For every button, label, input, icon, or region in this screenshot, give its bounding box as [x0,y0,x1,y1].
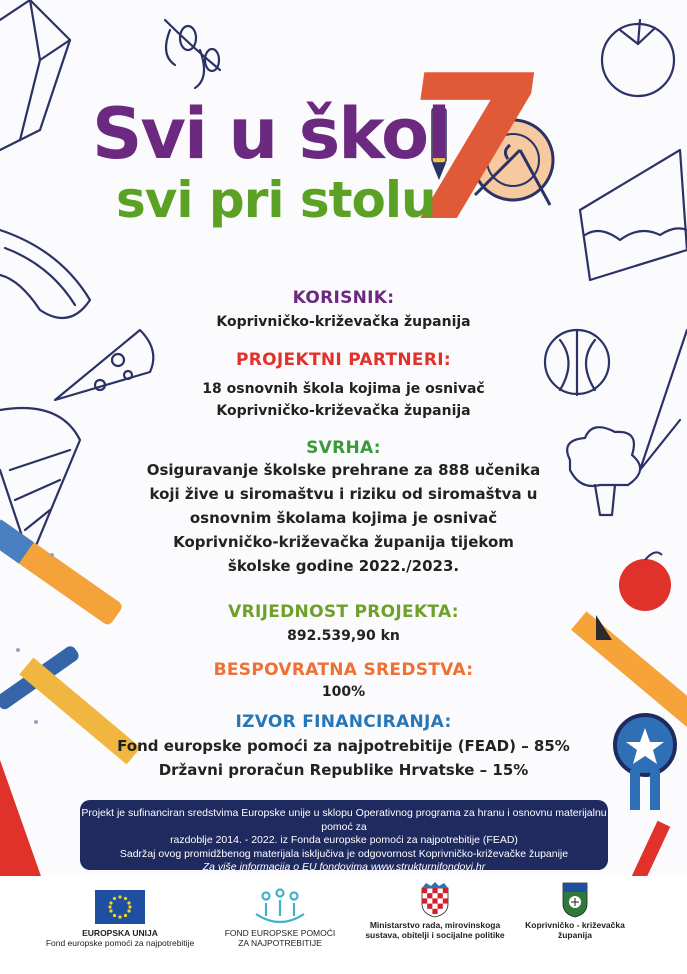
izvor-heading: IZVOR FINANCIRANJA: [235,712,452,732]
section-korisnik [100,288,587,333]
partneri-line-1: 18 osnovnih škola kojima je osnivač [202,381,485,397]
svrha-heading: SVRHA: [306,438,381,458]
section-izvor [80,712,607,782]
korisnik-text: Koprivničko-križevačka županija [216,314,471,330]
poster-title-line1: Svi u škol [92,93,450,175]
eu-logo-line-1: EUROPSKA UNIJA [82,928,158,938]
county-coat-of-arms-icon [562,882,588,918]
fead-logo [210,876,350,948]
korisnik-heading: KORISNIK: [292,288,395,308]
section-svrha [100,438,587,578]
banner-line-4: Za više informacija o EU fondovima www.strukturnifondovi.hr [202,861,486,873]
eu-funding-banner [80,800,608,873]
fead-logo-line-1: FOND EUROPSKE POMOĆI [224,928,336,938]
banner-line-2: razdoblje 2014. - 2022. iz Fonda europske pomoći za najpotrebitije (FEAD) [170,834,518,846]
izvor-line-2: Državni proračun Republike Hrvatske – 15% [158,761,529,779]
fead-logo-line-2: ZA NAJPOTREBITIJE [238,938,322,948]
banner-line-1: Projekt je sufinanciran sredstvima Europske unije u sklopu Operativnog programa za hranu i osnovnu materijalnu pomoć za [81,807,607,833]
izvor-line-1: Fond europske pomoći za najpotrebitije (FEAD) – 85% [117,737,570,755]
svrha-line-2: koji žive u siromaštvu i riziku od siromaštva u [149,485,538,503]
eu-logo [40,876,200,948]
fead-people-icon [250,886,310,926]
county-logo-line-2: županija [557,930,592,940]
vrijednost-text: 892.539,90 kn [287,628,400,644]
section-bespovratna [100,660,587,703]
svrha-line-1: Osiguravanje školske prehrane za 888 učenika [146,461,541,479]
logo-number-seven: 7 [383,33,556,266]
ministry-logo-line-1: Ministarstvo rada, mirovinskoga [369,920,501,930]
svrha-line-3: osnovnim školama kojima je osnivač [189,509,498,527]
ministry-logo-line-2: sustava, obitelji i socijalne politike [365,930,505,940]
croatian-coat-of-arms-icon [421,882,449,918]
banner-line-3: Sadržaj ovog promidžbenog materijala isključiva je odgovornost Koprivničko-križevačke županije [119,847,569,860]
ministry-logo [355,876,515,940]
section-partneri [100,350,587,422]
bespovratna-heading: BESPOVRATNA SREDSTVA: [213,660,474,680]
county-logo [520,876,630,940]
bespovratna-text: 100% [321,684,366,700]
partner-logos-footer [0,876,687,974]
partneri-heading: PROJEKTNI PARTNERI: [236,350,451,370]
vrijednost-heading: VRIJEDNOST PROJEKTA: [228,602,459,622]
poster-title-line2: svi pri stolu [116,171,436,229]
svrha-line-4: Koprivničko-križevačka županija tijekom [173,533,514,551]
county-logo-line-1: Koprivničko - križevačka [525,920,625,930]
section-vrijednost [100,602,587,647]
eu-flag-icon [95,890,145,924]
eu-logo-line-2: Fond europske pomoći za najpotrebitije [45,938,195,948]
svrha-line-5: školske godine 2022./2023. [227,557,460,575]
partneri-line-2: Koprivničko-križevačka županija [216,403,471,419]
